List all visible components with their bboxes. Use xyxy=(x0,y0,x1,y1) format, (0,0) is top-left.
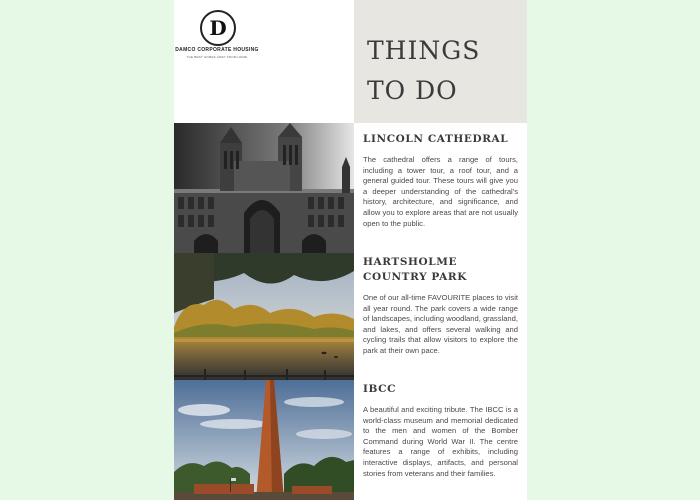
page-title-line-1: THINGS xyxy=(367,36,481,65)
brand-name: DAMCO CORPORATE HOUSING xyxy=(175,47,259,53)
section-title: IBCC xyxy=(363,383,397,395)
things-to-do-flyer xyxy=(174,0,527,500)
section-lincoln-cathedral xyxy=(363,132,518,229)
brand-tagline: THE BEST HOMES AWAY FROM HOME xyxy=(186,55,248,59)
cathedral-photo xyxy=(174,123,354,253)
section-body: The cathedral offers a range of tours, including a tower tour, a roof tour, and a general guided tour. These tours will give you a deeper understanding of the cathedral's history, architecture, and significance, and allow you to explore areas that are not usually open to the public. xyxy=(363,155,518,228)
memorial-spire-photo xyxy=(174,380,354,500)
page-title-line-2: TO DO xyxy=(367,76,458,105)
section-body: One of our all-time FAVOURITE places to visit all year round. The park covers a wide range of landscapes, including woodland, grassland, and lakes, and offers several walking and cycling trails that allow visitors to explore the park at their own pace. xyxy=(363,293,518,355)
section-title: HARTSHOLME COUNTRY PARK xyxy=(363,256,467,283)
lake-park-photo xyxy=(174,253,354,380)
section-body: A beautiful and exciting tribute. The IBCC is a world-class museum and memorial dedicated to the men and women of the Bomber Command during World War II. The centre features a range of exhibits, including interactive displays, artifacts, and personal stories from veterans and their families. xyxy=(363,405,518,478)
logo-mark: D xyxy=(200,10,236,46)
title-panel xyxy=(354,0,527,123)
section-ibcc xyxy=(363,382,518,479)
section-title: LINCOLN CATHEDRAL xyxy=(363,133,509,145)
logo-block xyxy=(174,0,354,123)
section-hartsholme-country-park xyxy=(363,255,518,357)
